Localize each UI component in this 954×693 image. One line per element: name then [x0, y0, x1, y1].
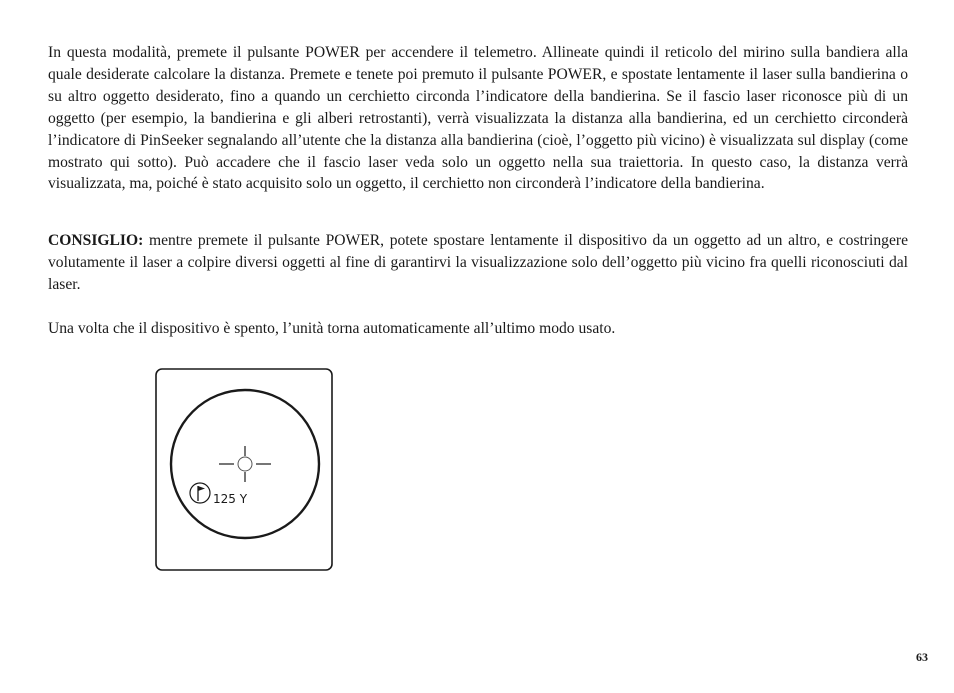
tip-text: mentre premete il pulsante POWER, potete spostare lentamente il dispositivo da un oggetto ad un altro, e costringere volutamente il laser a colpire diversi oggetti al fine di garantirvi la visualizzazione solo dell’oggetto più vicino fra quelli riconosciuti dal laser.: [48, 232, 908, 293]
distance-readout: 125 Y: [213, 492, 248, 506]
page-number: 63: [916, 650, 928, 664]
display-border: [156, 369, 332, 570]
paragraph-tip: [48, 230, 908, 296]
tip-label: CONSIGLIO:: [48, 232, 144, 249]
rangefinder-display-figure: [155, 368, 333, 571]
display-frame: [155, 368, 333, 571]
paragraph-intro: In questa modalità, premete il pulsante POWER per accendere il telemetro. Allineate quindi il reticolo del mirino sulla bandiera alla quale desiderate calcolare la distanza. Premete e tenete poi premuto il pulsante POWER, e spostate lentamente il laser sulla bandierina o su altro oggetto desiderato, fino a quando un cerchietto circonda l’indicatore della bandierina. Se il fascio laser riconosce più di un oggetto (per esempio, la bandierina e gli alberi retrostanti), verrà visualizzata la distanza alla bandierina, ed un cerchietto circonderà l’indicatore di PinSeeker segnalando all’utente che la distanza alla bandierina (cioè, l’oggetto più vicino) è visualizzata sul display (come mostrato qui sotto). Può accadere che il fascio laser veda solo un oggetto nella sua traiettoria. In questo caso, la distanza verrà visualizzata, ma, poiché è stato acquisito solo un oggetto, il cerchietto non circonderà l’indicatore della bandierina.: [48, 44, 908, 193]
paragraph-power-off: Una volta che il dispositivo è spento, l’unità torna automaticamente all’ultimo modo usato.: [48, 320, 616, 337]
